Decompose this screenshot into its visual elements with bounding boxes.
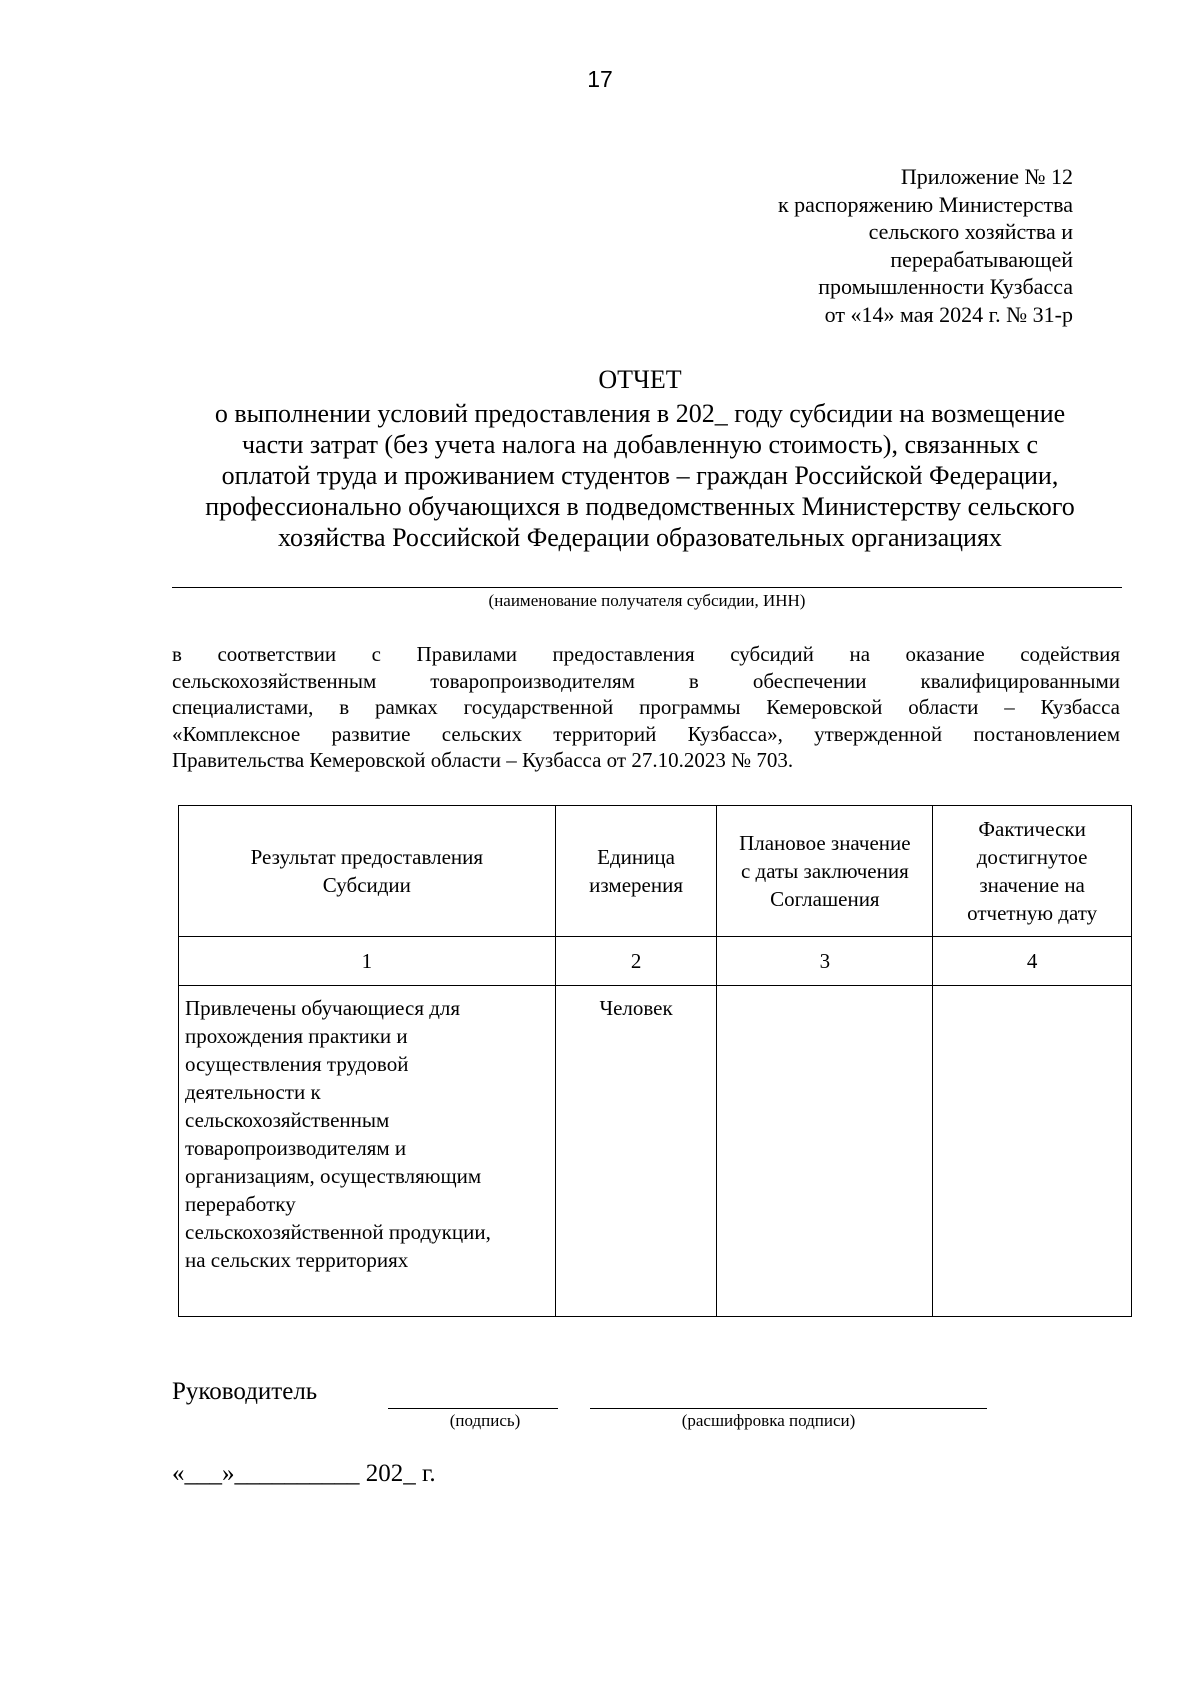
decoding-caption: (расшифровка подписи) (681, 1411, 856, 1430)
recipient-fill-line (172, 587, 1122, 588)
signature-caption: (подпись) (449, 1411, 521, 1430)
column-number: 2 (555, 937, 717, 986)
annex-line: от «14» мая 2024 г. № 31-р (824, 301, 1073, 327)
column-number: 4 (933, 937, 1132, 986)
basis-line: в соответствии с Правилами предоставления субсидий на оказание содействия (172, 642, 1120, 666)
cell-result: Привлечены обучающиеся для прохождения практики и осуществления трудовой деятельности к сельскохозяйственным товаропроизводителям и организациям, осуществляющим переработку сельскохозяйственной продукции, на сельских территориях (179, 986, 556, 1317)
annex-block (778, 163, 1073, 329)
table-number-row (179, 937, 1132, 986)
header-unit: Единица измерения (555, 806, 717, 937)
header-actual: Фактически достигнутое значение на отчетную дату (933, 806, 1132, 937)
cell-unit: Человек (555, 986, 717, 1317)
header-result: Результат предоставления Субсидии (179, 806, 556, 937)
subtitle-line: оплатой труда и проживанием студентов – граждан Российской Федерации, (221, 461, 1059, 490)
report-table (178, 805, 1132, 1317)
annex-line: к распоряжению Министерства (777, 191, 1073, 217)
subtitle-line: о выполнении условий предоставления в 202_ году субсидии на возмещение (214, 399, 1066, 428)
document-title: ОТЧЕТ (598, 365, 682, 394)
basis-line: сельскохозяйственным товаропроизводителям в обеспечении квалифицированными (172, 668, 1120, 693)
annex-line: промышленности Кузбасса (818, 274, 1073, 300)
table-row (179, 986, 1132, 1317)
annex-line: сельского хозяйства и (868, 219, 1073, 245)
column-number: 3 (717, 937, 933, 986)
subtitle-line: хозяйства Российской Федерации образовательных организациях (278, 523, 1002, 552)
cell-actual[interactable] (933, 986, 1132, 1317)
subtitle-line: части затрат (без учета налога на добавленную стоимость), связанных с (241, 430, 1039, 459)
basis-line: «Комплексное развитие сельских территорий Кузбасса», утвержденной постановлением (172, 721, 1120, 746)
annex-line: Приложение № 12 (900, 164, 1073, 189)
header-planned: Плановое значение с даты заключения Соглашения (717, 806, 933, 937)
document-subtitle (160, 398, 1120, 553)
signature-label: Руководитель (172, 1378, 318, 1405)
column-number: 1 (179, 937, 556, 986)
basis-line: специалистами, в рамках государственной программы Кемеровской области – Кузбасса (172, 695, 1120, 719)
cell-planned[interactable] (717, 986, 933, 1317)
table-header-row (179, 806, 1132, 937)
basis-line: Правительства Кемеровской области – Кузбасса от 27.10.2023 № 703. (172, 748, 794, 772)
decoding-line (590, 1408, 987, 1409)
signature-line (388, 1408, 558, 1409)
annex-line: перерабатывающей (890, 246, 1073, 272)
subtitle-line: профессионально обучающихся в подведомственных Министерству сельского (205, 492, 1075, 521)
basis-paragraph (172, 641, 1120, 774)
recipient-caption: (наименование получателя субсидии, ИНН) (488, 591, 806, 610)
page-number: 17 (587, 66, 613, 92)
date-line: «___»__________ 202_ г. (172, 1460, 436, 1487)
